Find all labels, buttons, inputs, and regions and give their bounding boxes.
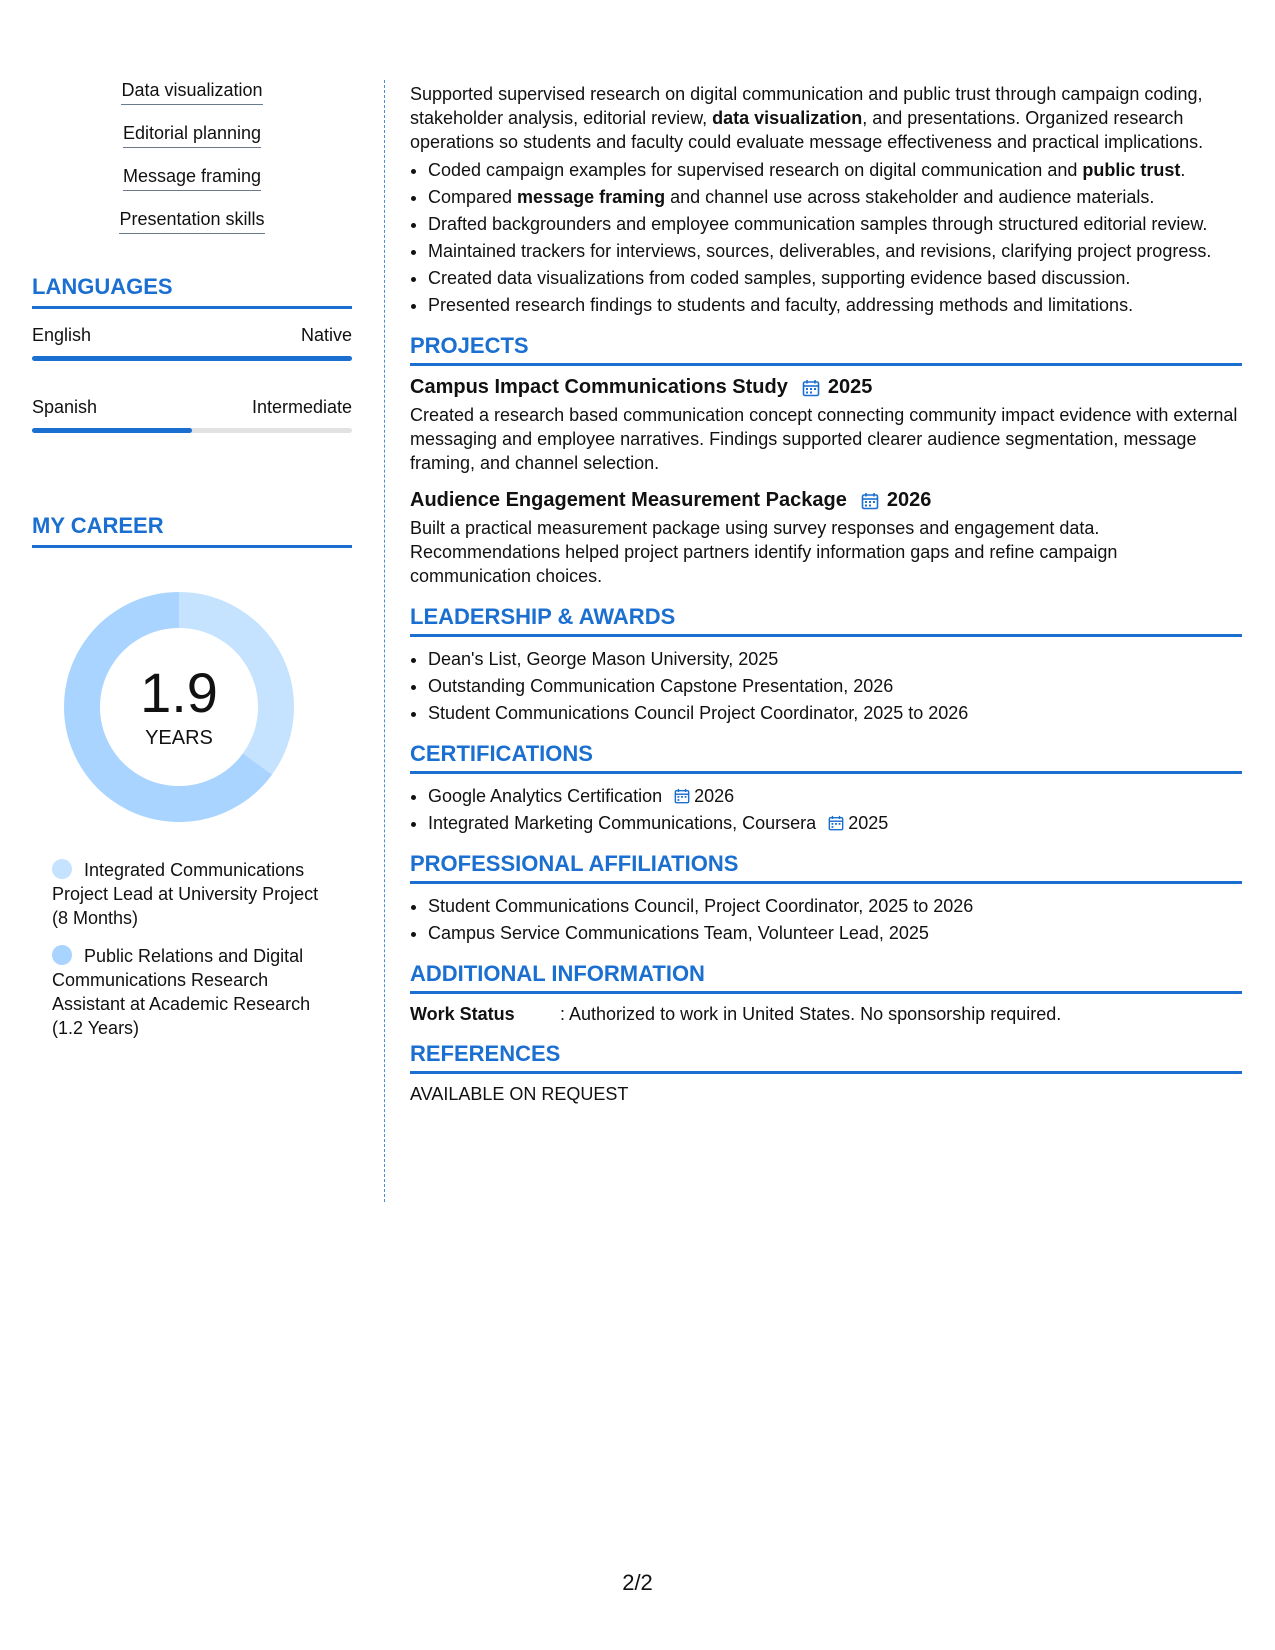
career-entry	[52, 944, 332, 1040]
career-heading: MY CAREER	[32, 513, 352, 548]
project-description: Created a research based communication concept connecting community impact evidence with external messaging and employee narratives. Findings supported clearer audience segmentation, message framing, and channel selection.	[410, 405, 1238, 473]
language-name: Spanish	[32, 397, 98, 417]
language-level: Native	[300, 325, 352, 345]
skills-list	[32, 80, 352, 234]
career-unit: YEARS	[145, 726, 213, 749]
language-row	[32, 325, 352, 361]
certification-name: Integrated Marketing Communications, Coursera	[428, 813, 817, 833]
list-item: • Presented research findings to students and faculty, addressing methods and limitations.	[428, 293, 1242, 317]
main-content	[410, 82, 1242, 1105]
skill-label: Data visualization	[121, 80, 262, 105]
calendar-icon	[828, 815, 844, 831]
column-divider	[384, 80, 385, 1202]
experience-bullets	[410, 158, 1242, 317]
list-item	[428, 784, 1242, 808]
sidebar	[32, 80, 352, 1054]
skill-item	[32, 123, 352, 148]
list-item: • Student Communications Council, Project Coordinator, 2025 to 2026	[428, 894, 1242, 918]
project-description: Built a practical measurement package using survey responses and engagement data. Recommendations helped project partners identify information gaps and refine campaign communication choices.	[410, 518, 1118, 586]
experience-summary: Supported supervised research on digital communication and public trust through campaign coding, stakeholder analysis, editorial review, data visualization, and presentations. Organized research operations so students and faculty could evaluate message effectiveness and practical implications.	[410, 84, 1204, 152]
awards-heading: LEADERSHIP & AWARDS	[410, 604, 1242, 637]
skill-item	[32, 166, 352, 191]
project-year: 2025	[827, 376, 873, 398]
project-title: Campus Impact Communications Study	[410, 376, 788, 398]
list-item: • Dean's List, George Mason University, 2025	[428, 647, 1242, 671]
list-item: • Compared message framing and channel use across stakeholder and audience materials.	[428, 185, 1242, 209]
legend-dot	[52, 859, 72, 879]
skill-label: Editorial planning	[123, 123, 261, 148]
language-row	[32, 397, 352, 433]
skill-label: Message framing	[123, 166, 261, 191]
skill-label: Presentation skills	[119, 209, 264, 234]
certification-year: 2025	[848, 813, 889, 833]
list-item	[428, 811, 1242, 835]
work-status-value: : Authorized to work in United States. No sponsorship required.	[560, 1004, 1062, 1024]
career-entry-text: Public Relations and Digital Communications Research Assistant at Academic Research (1.2 Years)	[52, 946, 311, 1038]
language-name: English	[32, 325, 92, 345]
language-bar	[32, 356, 352, 361]
skill-item	[32, 80, 352, 105]
certifications-list	[410, 784, 1242, 835]
skill-item	[32, 209, 352, 234]
list-item: • Drafted backgrounders and employee communication samples through structured editorial review.	[428, 212, 1242, 236]
project-item	[410, 489, 1242, 588]
languages-heading: LANGUAGES	[32, 274, 352, 309]
list-item: • Campus Service Communications Team, Volunteer Lead, 2025	[428, 921, 1242, 945]
project-item	[410, 376, 1242, 475]
certifications-heading: CERTIFICATIONS	[410, 741, 1242, 774]
career-total: 1.9	[140, 660, 218, 724]
career-entry-text: Integrated Communications Project Lead at University Project (8 Months)	[52, 860, 319, 928]
career-entry	[52, 858, 332, 930]
language-bar-fill	[32, 428, 192, 433]
list-item: • Maintained trackers for interviews, sources, deliverables, and revisions, clarifying project progress.	[428, 239, 1242, 263]
calendar-icon	[802, 379, 820, 397]
certification-year: 2026	[694, 786, 735, 806]
list-item: • Coded campaign examples for supervised research on digital communication and public trust.	[428, 158, 1242, 182]
calendar-icon	[861, 492, 879, 510]
language-level: Intermediate	[251, 397, 352, 417]
language-bar-fill	[32, 356, 352, 361]
affiliations-list	[410, 894, 1242, 945]
project-title: Audience Engagement Measurement Package	[410, 489, 847, 511]
career-legend	[52, 858, 332, 1040]
list-item: • Created data visualizations from coded samples, supporting evidence based discussion.	[428, 266, 1242, 290]
certification-name: Google Analytics Certification	[428, 786, 663, 806]
career-section	[32, 513, 352, 1040]
project-year: 2026	[886, 489, 932, 511]
references-heading: REFERENCES	[410, 1041, 1242, 1074]
calendar-icon	[674, 788, 690, 804]
languages-section	[32, 274, 352, 433]
additional-heading: ADDITIONAL INFORMATION	[410, 961, 1242, 994]
awards-list	[410, 647, 1242, 725]
references-text: AVAILABLE ON REQUEST	[410, 1084, 629, 1104]
list-item: • Student Communications Council Project Coordinator, 2025 to 2026	[428, 701, 1242, 725]
list-item: • Outstanding Communication Capstone Presentation, 2026	[428, 674, 1242, 698]
legend-dot	[52, 945, 72, 965]
language-bar	[32, 428, 352, 433]
career-donut	[64, 592, 294, 822]
page-number: 2/2	[622, 1570, 653, 1595]
affiliations-heading: PROFESSIONAL AFFILIATIONS	[410, 851, 1242, 884]
work-status-row	[410, 1004, 1242, 1025]
work-status-label: Work Status	[410, 1004, 515, 1024]
projects-heading: PROJECTS	[410, 333, 1242, 366]
